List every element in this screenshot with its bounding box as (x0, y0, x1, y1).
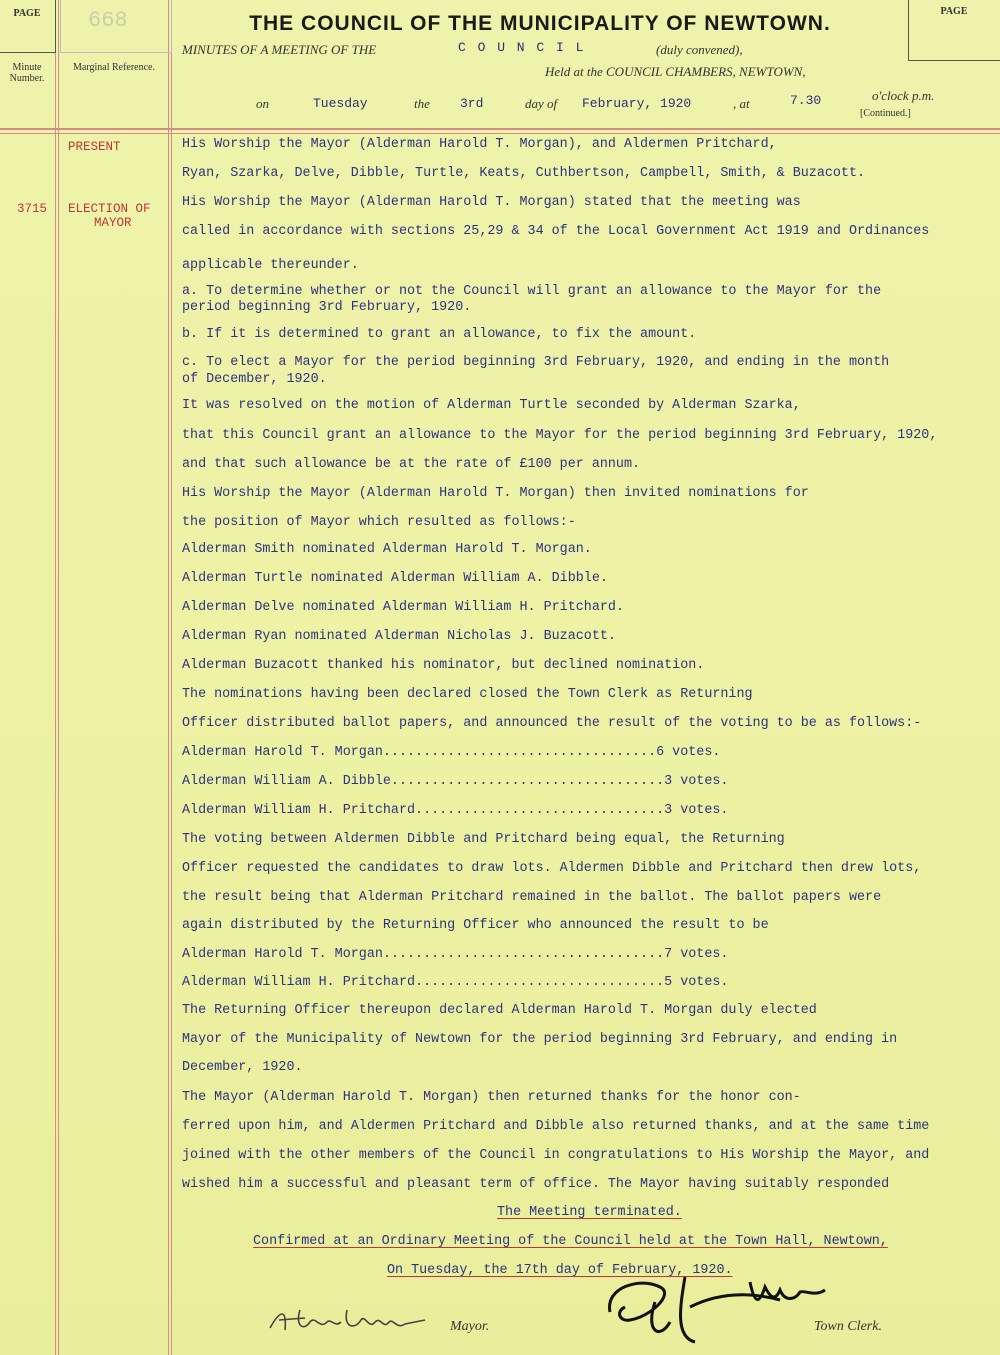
text-line: a. To determine whether or not the Council will grant an allowance to the Mayor for the (182, 284, 882, 299)
text-line: Alderman William H. Pritchard...............................3 votes. (182, 803, 729, 818)
text-line: The Returning Officer thereupon declared Alderman Harold T. Morgan duly elected (182, 1003, 817, 1018)
meeting-body: C O U N C I L (458, 40, 586, 55)
text-line: wished him a successful and pleasant term of office. The Mayor having suitably responded (182, 1177, 890, 1192)
margin-rule-1 (55, 0, 56, 1355)
text-line: the position of Mayor which resulted as follows:- (182, 515, 576, 530)
meeting-time: 7.30 (790, 93, 822, 108)
svg-text:W. G. Salmon: W. G. Salmon (600, 1346, 608, 1347)
meeting-month-year: February, 1920 (582, 96, 692, 111)
margin-rule-2 (58, 0, 59, 1355)
text-line: again distributed by the Returning Officer who announced the result to be (182, 918, 769, 933)
page-label-right: PAGE (940, 6, 968, 17)
confirmation-line: Confirmed at an Ordinary Meeting of the Council held at the Town Hall, Newtown, (253, 1234, 888, 1249)
meeting-day: 3rd (460, 96, 484, 111)
text-line: The nominations having been declared closed the Town Clerk as Returning (182, 687, 753, 702)
text-line: The voting between Aldermen Dibble and Pritchard being equal, the Returning (182, 832, 785, 847)
text-line: called in accordance with sections 25,29 & 34 of the Local Government Act 1919 and Ordinances (182, 224, 930, 239)
clerk-signature (600, 1262, 850, 1347)
text-line: His Worship the Mayor (Alderman Harold T. Morgan) then invited nominations for (182, 486, 809, 501)
oclock-label: o'clock p.m. (872, 88, 935, 103)
text-line: c. To elect a Mayor for the period beginning 3rd February, 1920, and ending in the month (182, 355, 890, 370)
text-line: His Worship the Mayor (Alderman Harold T. Morgan), and Aldermen Pritchard, (182, 137, 777, 152)
text-line: It was resolved on the motion of Alderman Turtle seconded by Alderman Szarka, (182, 398, 801, 413)
text-line: Alderman Harold T. Morgan..................................6 votes. (182, 745, 721, 760)
text-line: Officer distributed ballot papers, and announced the result of the voting to be as follows:- (182, 716, 922, 731)
text-line: that this Council grant an allowance to the Mayor for the period beginning 3rd February, 1920, (182, 428, 938, 443)
text-line: Ryan, Szarka, Delve, Dibble, Turtle, Keats, Cuthbertson, Campbell, Smith, & Buzacott. (182, 166, 866, 181)
marginal-reference-label: Marginal Reference. (73, 62, 155, 73)
mayor-signature (265, 1300, 455, 1340)
text-line: joined with the other members of the Council in congratulations to His Worship the Mayor, and (182, 1148, 930, 1163)
convened-label: (duly convened), (656, 42, 743, 57)
text-line: of December, 1920. (182, 372, 327, 387)
text-line: Alderman William H. Pritchard...............................5 votes. (182, 975, 729, 990)
svg-text:Harold T Morgan: Harold T Morgan (265, 1338, 275, 1339)
text-line: b. If it is determined to grant an allowance, to fix the amount. (182, 327, 697, 342)
town-clerk-label: Town Clerk. (814, 1319, 882, 1334)
text-line: Mayor of the Municipality of Newtown for the period beginning 3rd February, and ending in (182, 1032, 898, 1047)
page-label-left: PAGE (13, 8, 41, 19)
text-line: The Mayor (Alderman Harold T. Morgan) then returned thanks for the honor con- (182, 1090, 801, 1105)
meeting-terminated: The Meeting terminated. (497, 1205, 682, 1220)
header-rule-2 (0, 133, 1000, 134)
text-line: Alderman Buzacott thanked his nominator, but declined nomination. (182, 658, 705, 673)
minute-number-label: Minute Number. (9, 62, 45, 84)
text-line: Alderman Harold T. Morgan...................................7 votes. (182, 947, 729, 962)
confirmation-date: On Tuesday, the 17th day of February, 1920. (387, 1263, 733, 1278)
text-line: Alderman Smith nominated Alderman Harold T. Morgan. (182, 542, 592, 557)
text-line: Officer requested the candidates to draw lots. Aldermen Dibble and Pritchard then drew lots, (182, 861, 922, 876)
on-label: on (256, 96, 269, 111)
the-label: the (414, 96, 430, 111)
header-rule (0, 128, 1000, 130)
text-line: the result being that Alderman Pritchard remained in the ballot. The ballot papers were (182, 890, 882, 905)
held-at-label: Held at the COUNCIL CHAMBERS, NEWTOWN, (545, 64, 806, 79)
day-of-label: day of (525, 96, 558, 111)
document-title: THE COUNCIL OF THE MUNICIPALITY OF NEWTOWN. (249, 12, 831, 35)
at-label: , at (733, 96, 750, 111)
text-line: December, 1920. (182, 1060, 303, 1075)
text-line: Alderman Ryan nominated Alderman Nicholas J. Buzacott. (182, 629, 616, 644)
text-line: and that such allowance be at the rate of £100 per annum. (182, 457, 641, 472)
text-line: His Worship the Mayor (Alderman Harold T. Morgan) stated that the meeting was (182, 195, 801, 210)
margin-rule-3 (168, 0, 169, 1355)
text-line: ferred upon him, and Aldermen Pritchard and Dibble also returned thanks, and at the same time (182, 1119, 930, 1134)
text-line: Alderman William A. Dibble..................................3 votes. (182, 774, 729, 789)
minutes-of-label: MINUTES OF A MEETING OF THE (182, 42, 377, 57)
text-line: Alderman Delve nominated Alderman William H. Pritchard. (182, 600, 624, 615)
meeting-weekday: Tuesday (313, 96, 368, 111)
margin-rule-4 (171, 0, 172, 1355)
margin-mayor: MAYOR (94, 216, 132, 230)
page-number: 668 (88, 8, 128, 33)
text-line: period beginning 3rd February, 1920. (182, 300, 472, 315)
minute-number: 3715 (17, 202, 48, 216)
text-line: Alderman Turtle nominated Alderman William A. Dibble. (182, 571, 608, 586)
mayor-label: Mayor. (450, 1319, 490, 1334)
continued-label: [Continued.] (860, 108, 911, 119)
margin-election: ELECTION OF (68, 202, 151, 216)
text-line: applicable thereunder. (182, 258, 359, 273)
margin-present: PRESENT (68, 140, 121, 154)
